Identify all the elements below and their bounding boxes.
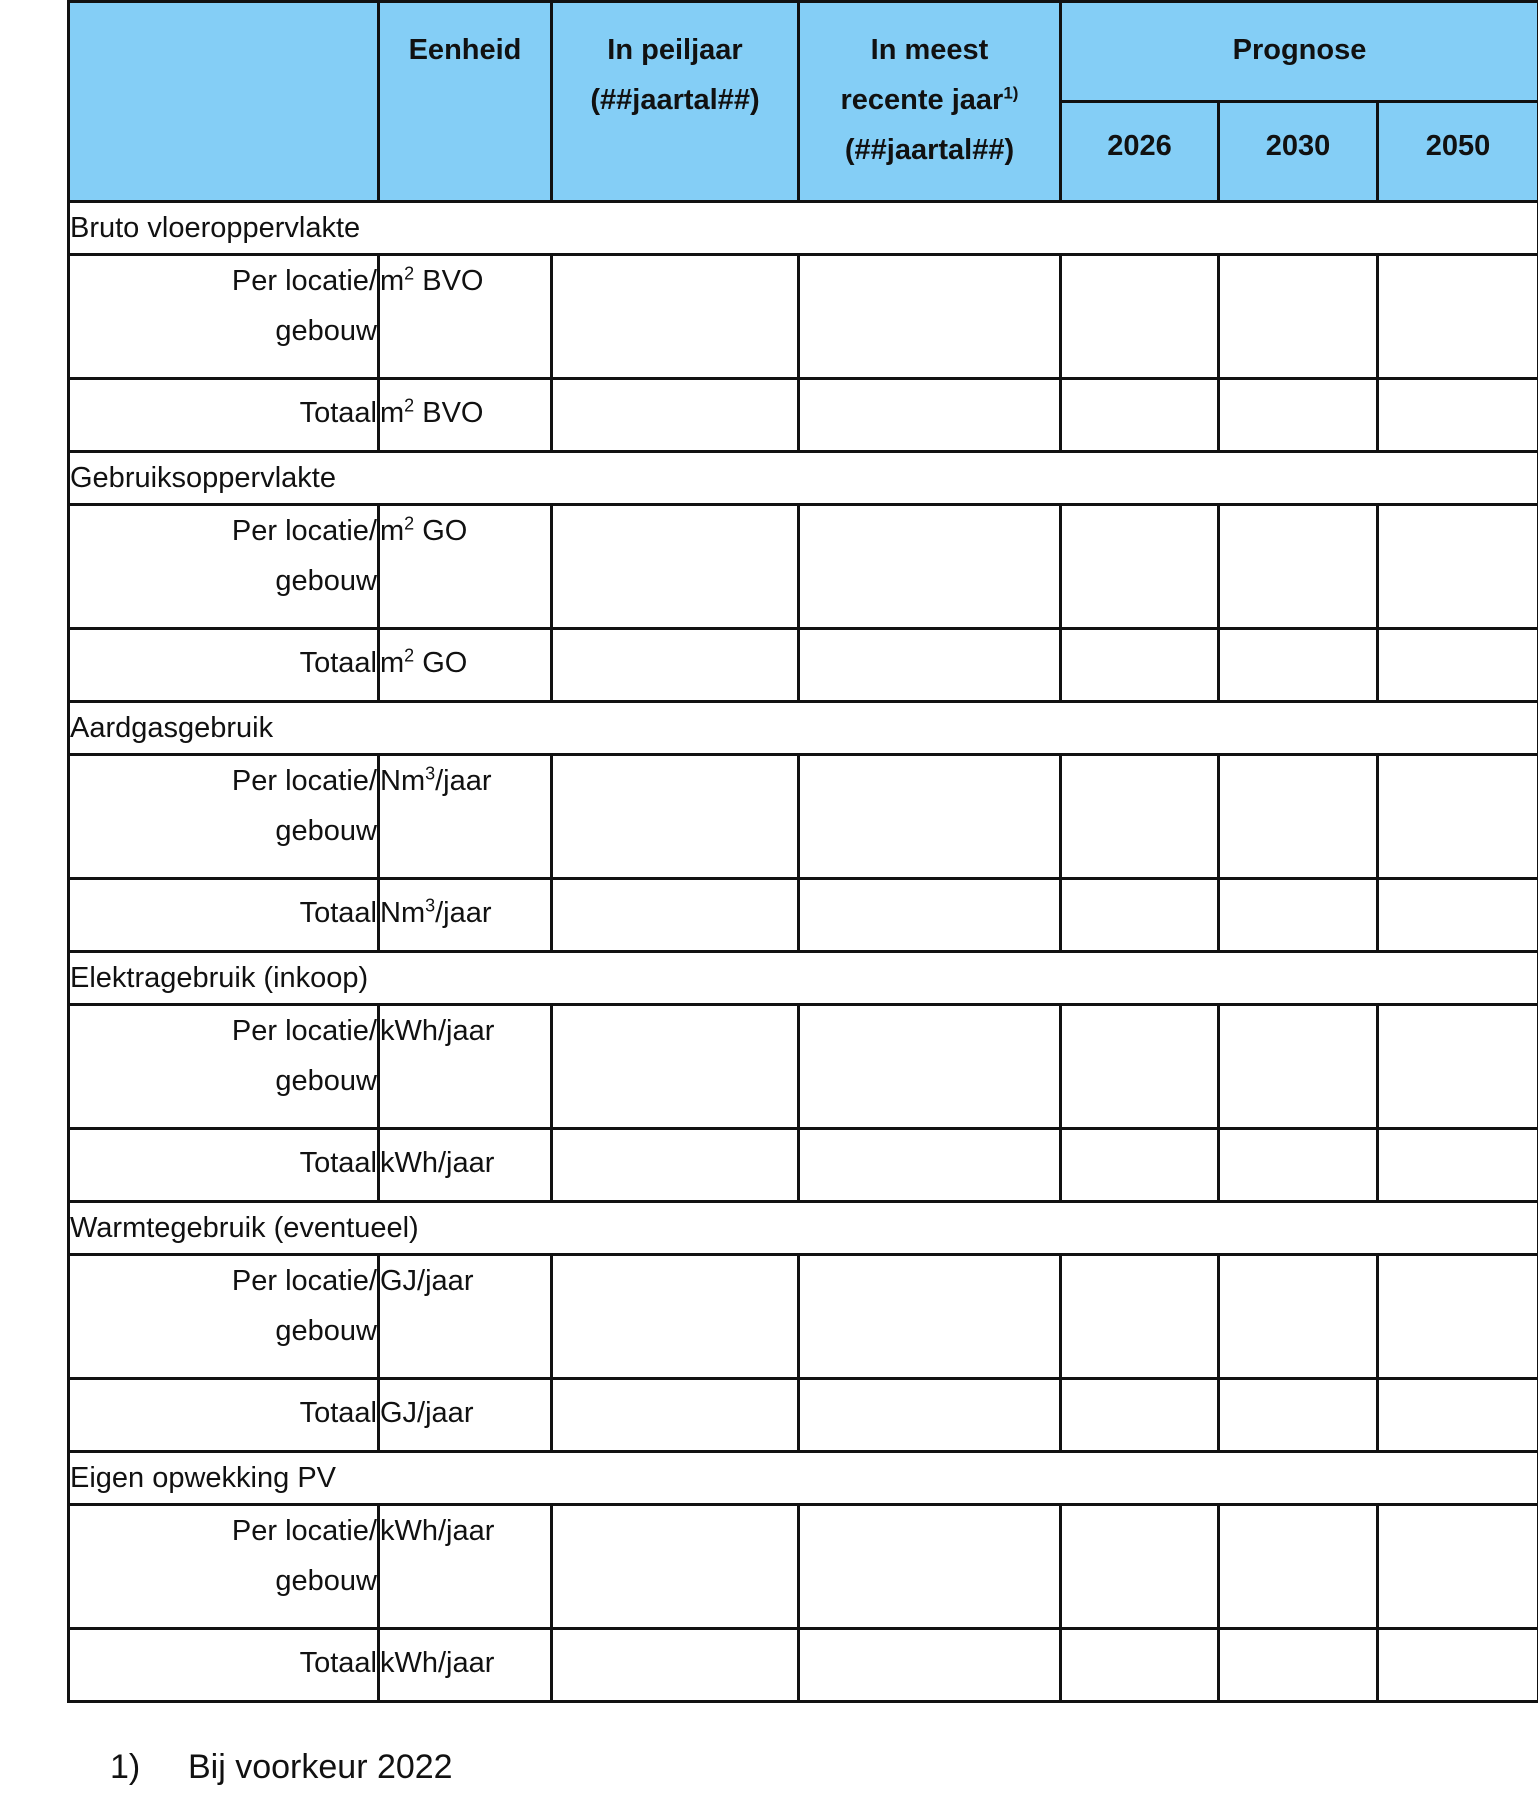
value-cell[interactable] (1061, 1255, 1219, 1379)
row-label-line1: Per locatie/ (231, 515, 377, 547)
header-year-2050 (1378, 102, 1538, 202)
row-label-line2: gebouw (275, 1565, 377, 1597)
footnote-number: 1) (110, 1748, 141, 1786)
value-cell[interactable] (1219, 255, 1378, 379)
table-row (69, 379, 1538, 452)
data-table-container (67, 0, 1537, 1703)
table-row (69, 755, 1538, 879)
value-cell[interactable] (1219, 755, 1378, 879)
row-label (69, 1005, 379, 1129)
header-year-2026 (1061, 102, 1219, 202)
value-cell[interactable] (1219, 1505, 1378, 1629)
unit-exponent: 2 (404, 513, 415, 534)
value-cell[interactable] (552, 1129, 799, 1202)
value-cell[interactable] (552, 505, 799, 629)
header-recent-line3: (##jaartal##) (844, 134, 1015, 166)
section-title: Aardgasgebruik (69, 702, 1538, 755)
section-title: Warmtegebruik (eventueel) (69, 1202, 1538, 1255)
value-cell[interactable] (1378, 629, 1538, 702)
unit-text: m (380, 265, 405, 297)
table-row (69, 1505, 1538, 1629)
value-cell[interactable] (1061, 1629, 1219, 1702)
footnote-text: Bij voorkeur 2022 (188, 1748, 453, 1786)
unit-exponent: 3 (425, 895, 436, 916)
unit-exponent: 2 (404, 395, 415, 416)
header-recent (799, 2, 1061, 202)
unit-suffix: GO (414, 647, 468, 679)
header-eenheid-label: Eenheid (408, 34, 522, 66)
table-row (69, 1255, 1538, 1379)
section-row (69, 1202, 1538, 1255)
unit-text: m (380, 647, 405, 679)
unit-suffix: BVO (414, 265, 484, 297)
unit-text: kWh/jaar (380, 1147, 495, 1179)
value-cell[interactable] (799, 1379, 1061, 1452)
unit-cell (379, 629, 552, 702)
value-cell[interactable] (799, 879, 1061, 952)
value-cell[interactable] (1061, 1505, 1219, 1629)
row-label-line2: gebouw (275, 1315, 377, 1347)
value-cell[interactable] (1219, 379, 1378, 452)
unit-text: kWh/jaar (380, 1515, 495, 1547)
row-label (69, 755, 379, 879)
section-title: Elektragebruik (inkoop) (69, 952, 1538, 1005)
row-label-line1: Totaal (299, 1147, 377, 1179)
unit-exponent: 2 (404, 263, 415, 284)
unit-exponent: 3 (425, 763, 436, 784)
unit-exponent: 2 (404, 645, 415, 666)
row-label (69, 505, 379, 629)
row-label-line1: Totaal (299, 897, 377, 929)
row-label-line1: Totaal (299, 647, 377, 679)
unit-suffix: /jaar (435, 765, 492, 797)
value-cell[interactable] (1378, 1005, 1538, 1129)
row-label-line2: gebouw (275, 815, 377, 847)
header-recent-footnote-ref: 1) (1003, 83, 1019, 103)
row-label-line1: Per locatie/ (231, 765, 377, 797)
section-row (69, 952, 1538, 1005)
unit-text: Nm (380, 765, 426, 797)
value-cell[interactable] (552, 1629, 799, 1702)
value-cell[interactable] (1378, 505, 1538, 629)
value-cell[interactable] (1061, 629, 1219, 702)
value-cell[interactable] (799, 1629, 1061, 1702)
value-cell[interactable] (1219, 1379, 1378, 1452)
value-cell[interactable] (1219, 1005, 1378, 1129)
row-label (69, 379, 379, 452)
unit-cell (379, 1629, 552, 1702)
value-cell[interactable] (552, 1255, 799, 1379)
header-year-2030 (1219, 102, 1378, 202)
unit-cell (379, 379, 552, 452)
unit-text: m (380, 515, 405, 547)
unit-cell (379, 1255, 552, 1379)
row-label (69, 1379, 379, 1452)
table-row (69, 1129, 1538, 1202)
header-year-label: 2026 (1107, 130, 1172, 162)
value-cell[interactable] (799, 505, 1061, 629)
value-cell[interactable] (1378, 879, 1538, 952)
unit-cell (379, 1129, 552, 1202)
row-label (69, 629, 379, 702)
value-cell[interactable] (1061, 1005, 1219, 1129)
value-cell[interactable] (1378, 1255, 1538, 1379)
header-empty-cell (69, 2, 379, 202)
row-label (69, 1629, 379, 1702)
row-label-line1: Per locatie/ (231, 1515, 377, 1547)
value-cell[interactable] (1061, 879, 1219, 952)
row-label-line2: gebouw (275, 315, 377, 347)
header-peiljaar (552, 2, 799, 202)
value-cell[interactable] (1219, 1629, 1378, 1702)
row-label-line1: Totaal (299, 397, 377, 429)
table-row (69, 1005, 1538, 1129)
value-cell[interactable] (799, 379, 1061, 452)
section-title: Bruto vloeroppervlakte (69, 202, 1538, 255)
value-cell[interactable] (552, 629, 799, 702)
value-cell[interactable] (799, 1129, 1061, 1202)
value-cell[interactable] (1061, 1129, 1219, 1202)
value-cell[interactable] (1378, 379, 1538, 452)
value-cell[interactable] (552, 379, 799, 452)
unit-cell (379, 1379, 552, 1452)
unit-text: kWh/jaar (380, 1647, 495, 1679)
section-row (69, 1452, 1538, 1505)
value-cell[interactable] (1061, 505, 1219, 629)
table-row (69, 505, 1538, 629)
header-peiljaar-line1: In peiljaar (607, 34, 743, 66)
table-row (69, 1379, 1538, 1452)
value-cell[interactable] (799, 1255, 1061, 1379)
row-label-line2: gebouw (275, 1065, 377, 1097)
unit-text: kWh/jaar (380, 1015, 495, 1047)
row-label-line1: Per locatie/ (231, 1015, 377, 1047)
value-cell[interactable] (799, 629, 1061, 702)
section-row (69, 702, 1538, 755)
value-cell[interactable] (1219, 1255, 1378, 1379)
value-cell[interactable] (1378, 755, 1538, 879)
header-recent-line1: In meest (870, 34, 989, 66)
row-label (69, 879, 379, 952)
section-row (69, 202, 1538, 255)
value-cell[interactable] (799, 1005, 1061, 1129)
value-cell[interactable] (1061, 255, 1219, 379)
header-year-label: 2050 (1425, 130, 1491, 162)
unit-cell (379, 1505, 552, 1629)
table-row (69, 1629, 1538, 1702)
value-cell[interactable] (1378, 1129, 1538, 1202)
unit-cell (379, 1005, 552, 1129)
row-label (69, 1129, 379, 1202)
value-cell[interactable] (552, 879, 799, 952)
value-cell[interactable] (799, 755, 1061, 879)
value-cell[interactable] (1219, 629, 1378, 702)
table-row (69, 255, 1538, 379)
unit-text: GJ/jaar (380, 1265, 474, 1297)
value-cell[interactable] (552, 755, 799, 879)
unit-cell (379, 505, 552, 629)
header-eenheid (379, 2, 552, 202)
value-cell[interactable] (1378, 1379, 1538, 1452)
value-cell[interactable] (1378, 1629, 1538, 1702)
unit-text: Nm (380, 897, 426, 929)
unit-text: GJ/jaar (380, 1397, 474, 1429)
section-title: Gebruiksoppervlakte (69, 452, 1538, 505)
header-recent-line2: recente jaar (840, 84, 1004, 116)
unit-suffix: GO (414, 515, 468, 547)
value-cell[interactable] (799, 1505, 1061, 1629)
value-cell[interactable] (1061, 379, 1219, 452)
value-cell[interactable] (1378, 255, 1538, 379)
value-cell[interactable] (552, 1505, 799, 1629)
value-cell[interactable] (799, 255, 1061, 379)
unit-cell (379, 879, 552, 952)
table-row (69, 879, 1538, 952)
header-prognose (1061, 2, 1538, 102)
row-label (69, 255, 379, 379)
value-cell[interactable] (1378, 1505, 1538, 1629)
value-cell[interactable] (1219, 1129, 1378, 1202)
unit-cell (379, 755, 552, 879)
row-label-line1: Per locatie/ (231, 1265, 377, 1297)
unit-text: m (380, 397, 405, 429)
row-label (69, 1505, 379, 1629)
unit-suffix: BVO (414, 397, 484, 429)
table-body (69, 202, 1538, 1702)
value-cell[interactable] (552, 1005, 799, 1129)
value-cell[interactable] (1219, 879, 1378, 952)
header-year-label: 2030 (1265, 130, 1331, 162)
value-cell[interactable] (1219, 505, 1378, 629)
row-label-line1: Per locatie/ (231, 265, 377, 297)
header-peiljaar-line2: (##jaartal##) (590, 84, 760, 116)
value-cell[interactable] (552, 255, 799, 379)
row-label-line1: Totaal (299, 1647, 377, 1679)
value-cell[interactable] (1061, 1379, 1219, 1452)
section-title: Eigen opwekking PV (69, 1452, 1538, 1505)
value-cell[interactable] (1061, 755, 1219, 879)
unit-suffix: /jaar (435, 897, 492, 929)
row-label (69, 1255, 379, 1379)
unit-cell (379, 255, 552, 379)
section-row (69, 452, 1538, 505)
row-label-line2: gebouw (275, 565, 377, 597)
data-table (67, 0, 1538, 1703)
value-cell[interactable] (552, 1379, 799, 1452)
footnote (110, 1744, 453, 1790)
row-label-line1: Totaal (299, 1397, 377, 1429)
table-row (69, 629, 1538, 702)
header-prognose-label: Prognose (1232, 34, 1367, 66)
